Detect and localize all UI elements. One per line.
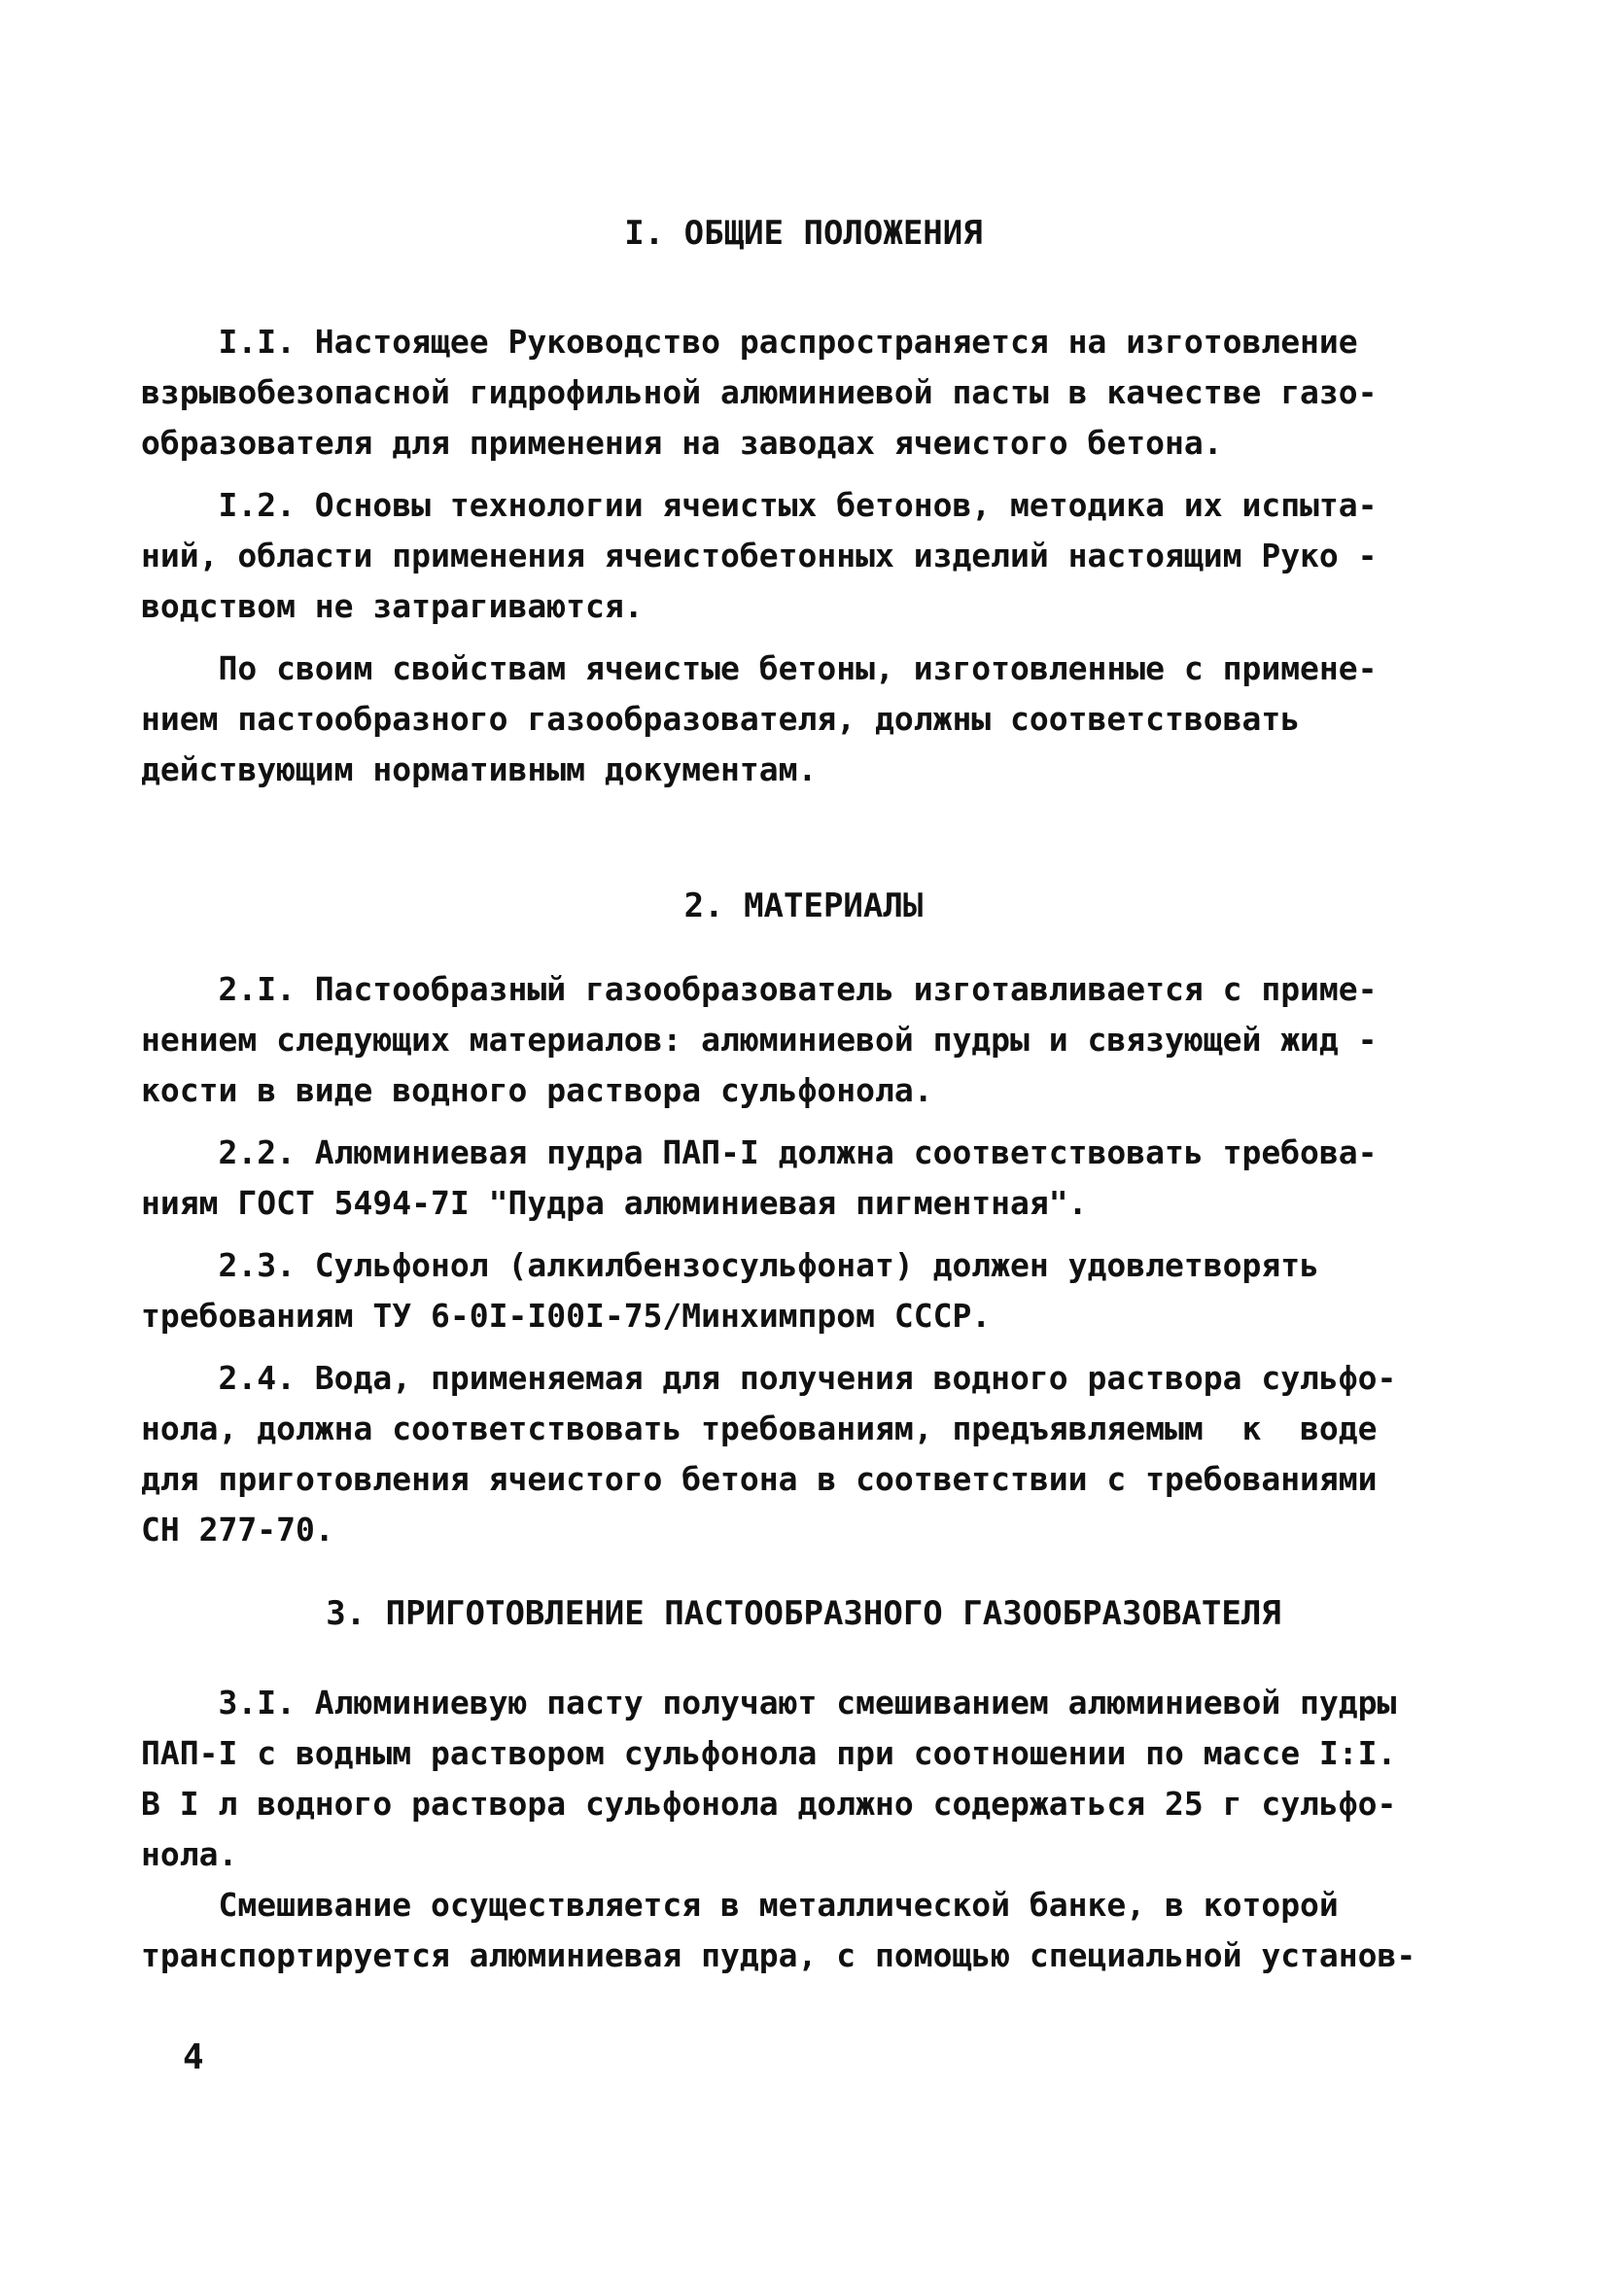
text-line: нола, должна соответствовать требованиям, предъявляемым к воде: [141, 1409, 1378, 1447]
text-line: I.2. Основы технологии ячеистых бетонов, методика их испыта-: [141, 486, 1378, 524]
text-line: образователя для применения на заводах ячеистого бетона.: [141, 424, 1223, 462]
section-1-heading: I. ОБЩИЕ ПОЛОЖЕНИЯ: [624, 214, 983, 253]
text-line: I.I. Настоящее Руководство распространяется на изготовление: [141, 323, 1358, 361]
text-line: действующим нормативным документам.: [141, 750, 818, 788]
text-line: По своим свойствам ячеистые бетоны, изготовленные с примене-: [141, 649, 1378, 687]
text-line: взрывобезопасной гидрофильной алюминиевой пасты в качестве газо-: [141, 373, 1378, 411]
text-line: требованиям ТУ 6-0I-I00I-75/Минхимпром СССР.: [141, 1297, 992, 1335]
text-line: водством не затрагиваются.: [141, 587, 644, 625]
text-line: СН 277-70.: [141, 1511, 334, 1548]
text-line: В I л водного раствора сульфонола должно содержаться 25 г сульфо-: [141, 1785, 1397, 1823]
text-line: 3.I. Алюминиевую пасту получают смешиванием алюминиевой пудры: [141, 1684, 1397, 1722]
section-3-heading: 3. ПРИГОТОВЛЕНИЕ ПАСТООБРАЗНОГО ГАЗООБРАЗОВАТЕЛЯ: [326, 1594, 1281, 1633]
page-number: 4: [183, 2037, 204, 2077]
text-line: 2.I. Пастообразный газообразователь изготавливается с приме-: [141, 970, 1378, 1008]
text-line: нением следующих материалов: алюминиевой пудры и связующей жид -: [141, 1021, 1378, 1059]
text-line: ПАП-I с водным раствором сульфонола при соотношении по массе I:I.: [141, 1734, 1397, 1772]
text-line: нола.: [141, 1835, 238, 1873]
text-line: ниям ГОСТ 5494-7I "Пудра алюминиевая пигментная".: [141, 1184, 1088, 1222]
text-line: ний, области применения ячеистобетонных изделий настоящим Руко -: [141, 537, 1378, 574]
text-line: 2.2. Алюминиевая пудра ПАП-I должна соответствовать требова-: [141, 1133, 1378, 1171]
text-line: для приготовления ячеистого бетона в соответствии с требованиями: [141, 1460, 1378, 1498]
text-line: кости в виде водного раствора сульфонола.: [141, 1071, 933, 1109]
text-line: нием пастообразного газообразователя, должны соответствовать: [141, 700, 1301, 738]
section-2-heading: 2. МАТЕРИАЛЫ: [683, 887, 924, 925]
text-line: 2.4. Вода, применяемая для получения водного раствора сульфо-: [141, 1359, 1397, 1397]
text-line: Смешивание осуществляется в металлической банке, в которой: [141, 1886, 1339, 1924]
text-line: 2.3. Сульфонол (алкилбензосульфонат) должен удовлетворять: [141, 1246, 1319, 1284]
text-line: транспортируется алюминиевая пудра, с помощью специальной установ-: [141, 1936, 1416, 1974]
